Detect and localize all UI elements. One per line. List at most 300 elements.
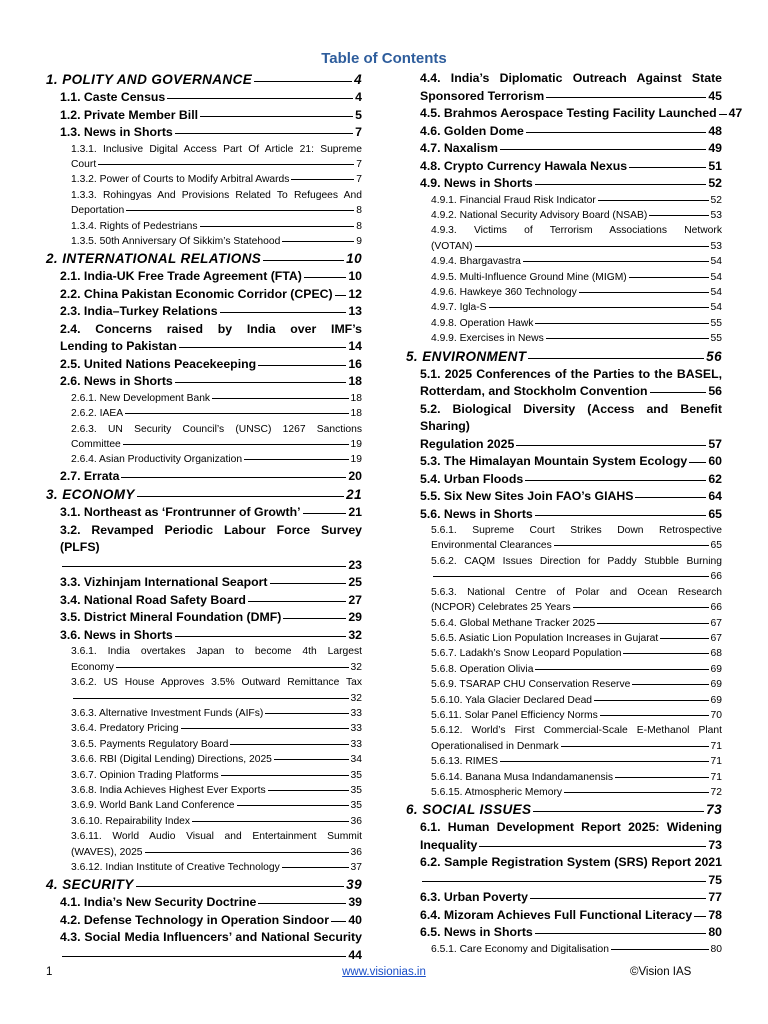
- toc-entry[interactable]: [46, 768, 362, 783]
- toc-page-number: 54: [710, 256, 722, 268]
- toc-entry-title-cont: Operationalised in Denmark: [431, 740, 559, 752]
- leader-line: [475, 246, 709, 247]
- toc-entry-title: 2.6.1. New Development Bank: [71, 392, 211, 404]
- toc-entry-title-cont: Sponsored Terrorism: [420, 88, 545, 103]
- toc-page-number: 7: [356, 158, 362, 170]
- toc-entry-title: 5.3. The Himalayan Mountain System Ecology: [420, 454, 688, 469]
- toc-page-number: 52: [710, 194, 722, 206]
- toc-page-number: 18: [350, 392, 362, 404]
- toc-page-number: 68: [710, 648, 722, 660]
- toc-page-number: 69: [710, 694, 722, 706]
- toc-entry[interactable]: [46, 592, 362, 610]
- leader-line: [579, 292, 709, 293]
- leader-line: [73, 698, 349, 699]
- leader-line: [649, 215, 708, 216]
- toc-entry[interactable]: [406, 401, 722, 454]
- leader-line: [535, 669, 708, 670]
- toc-entry[interactable]: [406, 175, 722, 193]
- toc-entry[interactable]: [406, 616, 722, 631]
- leader-line: [479, 846, 706, 847]
- toc-entry[interactable]: [406, 488, 722, 506]
- toc-page-number: 71: [710, 740, 722, 752]
- toc-entry-title: 3.2. Revamped Periodic Labour Force Survey (PLFS): [60, 522, 362, 555]
- toc-entry[interactable]: [406, 254, 722, 269]
- toc-page-number: 19: [350, 454, 362, 466]
- toc-entry-title-cont: (WAVES), 2025: [71, 846, 143, 858]
- leader-line: [635, 497, 706, 498]
- leader-line: [244, 459, 348, 460]
- toc-entry-title: 4.3. Social Media Influencers’ and National Security: [60, 930, 362, 945]
- toc-entry-title: 6.5. News in Shorts: [420, 925, 533, 940]
- toc-entry[interactable]: [46, 188, 362, 219]
- toc-entry[interactable]: [46, 219, 362, 234]
- toc-entry[interactable]: [406, 819, 722, 854]
- toc-entry-title: 6.3. Urban Poverty: [420, 890, 528, 905]
- toc-entry[interactable]: [406, 70, 722, 105]
- toc-entry-title: 2.2. China Pakistan Economic Corridor (CPEC): [60, 286, 333, 301]
- toc-entry-title: 3.5. District Mineral Foundation (DMF): [60, 610, 282, 625]
- leader-line: [181, 728, 349, 729]
- toc-page-number: 19: [350, 439, 362, 451]
- toc-page-number: 27: [348, 592, 362, 607]
- leader-line: [62, 956, 346, 957]
- toc-entry-title-cont: Inequality: [420, 837, 478, 852]
- toc-entry[interactable]: [406, 924, 722, 942]
- leader-line: [615, 777, 708, 778]
- leader-line: [594, 700, 709, 701]
- toc-entry[interactable]: [46, 929, 362, 964]
- toc-page-number: 71: [710, 756, 722, 768]
- toc-entry-title: 4.9.1. Financial Fraud Risk Indicator: [431, 194, 596, 206]
- toc-entry[interactable]: [406, 270, 722, 285]
- leader-line: [291, 179, 354, 180]
- toc-entry[interactable]: [46, 356, 362, 374]
- toc-entry-title: 3.6.4. Predatory Pricing: [71, 723, 179, 735]
- toc-entry-title: 6. SOCIAL ISSUES: [406, 802, 532, 818]
- leader-line: [535, 933, 707, 934]
- toc-entry[interactable]: [46, 485, 362, 504]
- toc-entry[interactable]: [46, 644, 362, 675]
- toc-page-number: 52: [708, 176, 722, 190]
- leader-line: [282, 867, 349, 868]
- toc-entry-title: 5.6.13. RIMES: [431, 756, 498, 768]
- toc-page-number: 8: [356, 220, 362, 232]
- toc-entry[interactable]: [46, 574, 362, 592]
- toc-entry[interactable]: [406, 693, 722, 708]
- leader-line: [694, 916, 706, 917]
- toc-entry-title: 4.9.7. Igla-S: [431, 302, 487, 314]
- toc-page-number: 18: [350, 408, 362, 420]
- leader-line: [258, 365, 346, 366]
- toc-entry[interactable]: [406, 523, 722, 554]
- toc-page-number: 71: [710, 771, 722, 783]
- leader-line: [535, 323, 708, 324]
- toc-entry[interactable]: [46, 321, 362, 356]
- toc-entry[interactable]: [46, 860, 362, 875]
- toc-page-number: 44: [348, 947, 362, 962]
- toc-page-number: 33: [350, 738, 362, 750]
- leader-line: [254, 81, 352, 82]
- leader-line: [212, 398, 348, 399]
- toc-entry[interactable]: [406, 677, 722, 692]
- leader-line: [660, 638, 708, 639]
- toc-entry-title-cont: Rotterdam, and Stockholm Convention: [420, 384, 648, 399]
- toc-page-number: 80: [710, 943, 722, 955]
- toc-entry-title: 4.9. News in Shorts: [420, 176, 533, 190]
- toc-entry[interactable]: [46, 504, 362, 522]
- toc-page-number: 12: [348, 286, 362, 301]
- toc-entry[interactable]: [406, 770, 722, 785]
- toc-entry-title: 5.6. News in Shorts: [420, 506, 533, 521]
- toc-entry-title: 6.1. Human Development Report 2025: Widening: [420, 820, 722, 835]
- leader-line: [597, 623, 708, 624]
- toc-page-number: 14: [348, 339, 362, 354]
- toc-entry-title: 2.4. Concerns raised by India over IMF’s: [60, 321, 362, 336]
- leader-line: [304, 277, 346, 278]
- toc-entry[interactable]: [406, 723, 722, 754]
- leader-line: [422, 881, 706, 882]
- leader-line: [598, 200, 709, 201]
- toc-entry[interactable]: [406, 854, 722, 889]
- toc-entry-title: 2.6. News in Shorts: [60, 374, 173, 389]
- leader-line: [62, 566, 346, 567]
- toc-entry[interactable]: [406, 631, 722, 646]
- toc-entry-title-cont: (NCPOR) Celebrates 25 Years: [431, 602, 571, 614]
- leader-line: [263, 260, 344, 261]
- toc-page-number: 23: [348, 557, 362, 572]
- toc-entry-title: 5.6.11. Solar Panel Efficiency Norms: [431, 709, 598, 721]
- toc-entry-title: 4.9.3. Victims of Terrorism Associations Network: [431, 225, 722, 237]
- leader-line: [98, 164, 354, 165]
- leader-line: [145, 852, 349, 853]
- toc-entry[interactable]: [46, 912, 362, 930]
- toc-page-number: 55: [710, 317, 722, 329]
- leader-line: [175, 382, 347, 383]
- toc-entry[interactable]: [406, 942, 722, 957]
- toc-page-number: 7: [355, 125, 362, 139]
- leader-line: [516, 445, 706, 446]
- toc-entry-title: 5.6.5. Asiatic Lion Population Increases in Gujarat: [431, 632, 659, 644]
- toc-entry-title-cont: Deportation: [71, 205, 125, 217]
- toc-entry[interactable]: [406, 785, 722, 800]
- toc-page-number: 62: [708, 471, 722, 486]
- leader-line: [125, 413, 348, 414]
- toc-entry[interactable]: [46, 142, 362, 173]
- toc-entry[interactable]: [46, 406, 362, 421]
- toc-page-number: 48: [708, 123, 722, 138]
- toc-page-number: 7: [356, 174, 362, 186]
- toc-entry[interactable]: [406, 223, 722, 254]
- toc-page-number: 70: [710, 709, 722, 721]
- leader-line: [719, 114, 727, 115]
- toc-page-number: 35: [350, 785, 362, 797]
- leader-line: [533, 811, 704, 812]
- toc-entry-title: 1. POLITY AND GOVERNANCE: [46, 72, 253, 87]
- toc-page-number: 35: [350, 800, 362, 812]
- leader-line: [528, 358, 704, 359]
- toc-entry[interactable]: [46, 124, 362, 142]
- toc-entry-title: 3.6.8. India Achieves Highest Ever Exports: [71, 785, 266, 797]
- toc-entry-title: 5.6.10. Yala Glacier Declared Dead: [431, 694, 593, 706]
- leader-line: [282, 241, 354, 242]
- leader-line: [237, 805, 349, 806]
- toc-entry[interactable]: [46, 172, 362, 187]
- toc-entry-title: 4.5. Brahmos Aerospace Testing Facility Launched: [420, 106, 717, 120]
- toc-entry[interactable]: [46, 391, 362, 406]
- leader-line: [335, 295, 347, 296]
- toc-entry[interactable]: [46, 522, 362, 575]
- toc-entry[interactable]: [46, 452, 362, 467]
- toc-entry-title: 3.6.9. World Bank Land Conference: [71, 800, 235, 812]
- toc-entry-title: 5.6.12. World’s First Commercial-Scale E-Methanol Plant: [431, 725, 722, 737]
- toc-entry[interactable]: [46, 303, 362, 321]
- toc-page-number: 18: [348, 374, 362, 389]
- leader-line: [632, 684, 708, 685]
- toc-column-left: [46, 70, 362, 964]
- toc-entry[interactable]: [406, 800, 722, 819]
- toc-entry[interactable]: [406, 285, 722, 300]
- leader-line: [600, 715, 709, 716]
- toc-page-number: 55: [710, 333, 722, 345]
- toc-entry-title: 6.5.1. Care Economy and Digitalisation: [431, 943, 610, 955]
- toc-entry-title: 3.6.6. RBI (Digital Lending) Directions, 2025: [71, 754, 272, 766]
- toc-page-number: 69: [710, 679, 722, 691]
- leader-line: [179, 347, 346, 348]
- leader-line: [554, 545, 709, 546]
- toc-entry[interactable]: [46, 107, 362, 125]
- toc-entry-title: 5.6.8. Operation Olivia: [431, 663, 534, 675]
- toc-entry[interactable]: [406, 158, 722, 176]
- toc-page-number: 16: [348, 356, 362, 371]
- toc-entry[interactable]: [46, 268, 362, 286]
- toc-entry-title: 3.6.10. Repairability Index: [71, 815, 191, 827]
- toc-entry-title: 2.5. United Nations Peacekeeping: [60, 356, 257, 371]
- toc-page-number: 29: [348, 610, 362, 625]
- toc-entry-title-cont: Economy: [71, 661, 114, 673]
- leader-line: [200, 116, 353, 117]
- toc-page-number: 13: [348, 304, 362, 319]
- leader-line: [564, 792, 708, 793]
- toc-page-number: 34: [350, 754, 362, 766]
- toc-entry[interactable]: [406, 754, 722, 769]
- toc-entry-title: 2.3. India–Turkey Relations: [60, 304, 218, 319]
- toc-page-number: 5: [355, 107, 362, 122]
- toc-entry[interactable]: [406, 193, 722, 208]
- leader-line: [230, 744, 348, 745]
- toc-page-number: 39: [348, 895, 362, 910]
- toc-entry-title-cont: (VOTAN): [431, 240, 473, 252]
- toc-entry-title: 4.9.8. Operation Hawk: [431, 317, 534, 329]
- toc-page-number: 65: [710, 540, 722, 552]
- leader-line: [689, 462, 706, 463]
- toc-entry-title: 3.6. News in Shorts: [60, 627, 173, 642]
- toc-entry-title: 5.6.1. Supreme Court Strikes Down Retrospective: [431, 525, 722, 537]
- toc-entry-title: 5. ENVIRONMENT: [406, 348, 527, 364]
- toc-entry-title: 2.1. India-UK Free Trade Agreement (FTA): [60, 269, 302, 284]
- toc-page-number: 66: [710, 571, 722, 583]
- page-title: Table of Contents: [321, 50, 447, 67]
- toc-page-number: 21: [346, 487, 362, 503]
- toc-entry-title: 4.9.9. Exercises in News: [431, 333, 544, 345]
- toc-entry[interactable]: [46, 814, 362, 829]
- leader-line: [489, 307, 709, 308]
- leader-line: [433, 576, 709, 577]
- toc-entry[interactable]: [406, 123, 722, 141]
- toc-page-number: 80: [708, 925, 722, 940]
- leader-line: [175, 133, 353, 134]
- toc-page-number: 32: [348, 627, 362, 642]
- toc-entry-title: 1.1. Caste Census: [60, 90, 166, 104]
- toc-entry[interactable]: [46, 373, 362, 391]
- toc-entry[interactable]: [406, 646, 722, 661]
- toc-page-number: 77: [708, 890, 722, 905]
- toc-entry-title: 3.3. Vizhinjam International Seaport: [60, 575, 268, 590]
- toc-entry-title: 4.8. Crypto Currency Hawala Nexus: [420, 158, 628, 173]
- toc-entry[interactable]: [46, 89, 362, 107]
- toc-entry[interactable]: [406, 889, 722, 907]
- toc-entry-title: 4.6. Golden Dome: [420, 123, 524, 138]
- toc-page-number: 73: [706, 802, 722, 818]
- leader-line: [200, 226, 355, 227]
- footer-copyright: ©Vision IAS: [630, 966, 692, 978]
- toc-page-number: 33: [350, 708, 362, 719]
- toc-entry-title: 5.2. Biological Diversity (Access and Benefit Sharing): [420, 401, 722, 434]
- toc-entry-title-cont: Court: [71, 158, 97, 170]
- leader-line: [192, 821, 348, 822]
- toc-entry-title: 4.9.6. Hawkeye 360 Technology: [431, 286, 577, 298]
- toc-entry[interactable]: [406, 331, 722, 346]
- toc-entry[interactable]: [406, 453, 722, 471]
- toc-entry-title: 2.6.3. UN Security Council’s (UNSC) 1267 Sanctions: [71, 423, 362, 435]
- leader-line: [530, 898, 706, 899]
- toc-entry[interactable]: [46, 798, 362, 813]
- toc-entry-title: 6.4. Mizoram Achieves Full Functional Literacy: [420, 907, 693, 922]
- toc-entry[interactable]: [406, 708, 722, 723]
- toc-page-number: 37: [350, 862, 362, 874]
- toc-entry[interactable]: [406, 347, 722, 366]
- leader-line: [500, 761, 709, 762]
- toc-entry-title: 5.6.4. Global Methane Tracker 2025: [431, 617, 596, 629]
- leader-line: [629, 167, 706, 168]
- toc-entry-title: 3.4. National Road Safety Board: [60, 592, 246, 607]
- toc-entry[interactable]: [46, 706, 362, 721]
- leader-line: [500, 149, 706, 150]
- toc-page-number: 10: [346, 251, 362, 267]
- toc-page-number: 53: [710, 209, 722, 221]
- toc-page-number: 56: [708, 384, 722, 399]
- toc-page-number: 9: [356, 235, 362, 247]
- toc-entry[interactable]: [46, 752, 362, 767]
- toc-entry[interactable]: [406, 208, 722, 223]
- toc-entry[interactable]: [406, 316, 722, 331]
- leader-line: [650, 392, 707, 393]
- toc-page-number: 60: [708, 454, 722, 469]
- toc-entry-title: 3.1. Northeast as ‘Frontrunner of Growth’: [60, 505, 301, 520]
- toc-entry[interactable]: [406, 366, 722, 401]
- toc-entry[interactable]: [406, 105, 743, 123]
- toc-entry[interactable]: [46, 894, 362, 912]
- toc-page-number: 78: [708, 907, 722, 922]
- leader-line: [265, 713, 348, 714]
- toc-entry[interactable]: [406, 585, 722, 616]
- toc-page-number: 69: [710, 663, 722, 675]
- toc-entry[interactable]: [46, 627, 362, 645]
- toc-entry[interactable]: [46, 422, 362, 453]
- leader-line: [535, 515, 707, 516]
- leader-line: [611, 949, 709, 950]
- toc-entry[interactable]: [46, 468, 362, 486]
- toc-entry-title: 2.6.4. Asian Productivity Organization: [71, 454, 243, 466]
- toc-page-number: 53: [710, 240, 722, 252]
- leader-line: [573, 607, 709, 608]
- leader-line: [136, 886, 345, 887]
- toc-entry[interactable]: [406, 554, 722, 585]
- toc-entry[interactable]: [46, 234, 362, 249]
- toc-entry[interactable]: [46, 721, 362, 736]
- toc-entry-title: 5.1. 2025 Conferences of the Parties to the BASEL,: [420, 366, 722, 381]
- toc-entry-title: 4.1. India’s New Security Doctrine: [60, 895, 257, 910]
- toc-page-number: 45: [708, 88, 722, 103]
- toc-entry[interactable]: [406, 662, 722, 677]
- toc-entry-title: 3.6.11. World Audio Visual and Entertainment Summit: [71, 831, 362, 843]
- toc-page-number: 8: [356, 205, 362, 217]
- toc-entry-title: 1.2. Private Member Bill: [60, 107, 199, 122]
- toc-page-number: 73: [708, 837, 722, 852]
- toc-page-number: 47: [728, 106, 743, 120]
- toc-entry[interactable]: [46, 675, 362, 706]
- footer-website-link[interactable]: www.visionias.in: [342, 966, 426, 978]
- toc-page-number: 54: [710, 302, 722, 314]
- toc-entry[interactable]: [46, 875, 362, 894]
- toc-entry[interactable]: [46, 609, 362, 627]
- leader-line: [270, 583, 347, 584]
- toc-entry[interactable]: [406, 300, 722, 315]
- toc-entry[interactable]: [46, 783, 362, 798]
- leader-line: [220, 312, 347, 313]
- toc-entry[interactable]: [46, 286, 362, 304]
- leader-line: [525, 480, 706, 481]
- toc-entry[interactable]: [406, 140, 722, 158]
- leader-line: [526, 132, 706, 133]
- toc-entry-title: 1.3.5. 50th Anniversary Of Sikkim’s Statehood: [71, 235, 281, 247]
- toc-entry-title: 5.6.2. CAQM Issues Direction for Paddy Stubble Burning: [431, 555, 722, 567]
- toc-page-number: 33: [350, 723, 362, 735]
- toc-column-right: [406, 70, 743, 957]
- toc-entry[interactable]: [46, 249, 362, 268]
- leader-line: [175, 636, 347, 637]
- toc-entry[interactable]: [46, 737, 362, 752]
- toc-page-number: 54: [710, 271, 722, 283]
- leader-line: [248, 601, 346, 602]
- leader-line: [121, 477, 346, 478]
- toc-entry[interactable]: [46, 829, 362, 860]
- toc-entry-title: 4. SECURITY: [46, 877, 134, 893]
- toc-entry-title: 1.3.3. Rohingyas And Provisions Related To Refugees And: [71, 189, 362, 201]
- toc-page-number: 54: [710, 286, 722, 298]
- toc-entry-title-cont: Committee: [71, 439, 121, 451]
- toc-entry[interactable]: [406, 907, 722, 925]
- toc-entry-title: 5.4. Urban Floods: [420, 471, 524, 486]
- toc-page-number: 75: [708, 872, 722, 887]
- toc-entry-title: 1.3.1. Inclusive Digital Access Part Of Article 21: Supreme: [71, 143, 362, 155]
- toc-entry-title: 5.6.7. Ladakh’s Snow Leopard Population: [431, 648, 622, 660]
- toc-entry[interactable]: [406, 471, 722, 489]
- toc-entry[interactable]: [46, 70, 362, 89]
- toc-entry-title: 1.3. News in Shorts: [60, 125, 173, 139]
- toc-page-number: 36: [350, 815, 362, 827]
- toc-entry[interactable]: [406, 506, 722, 524]
- leader-line: [116, 667, 349, 668]
